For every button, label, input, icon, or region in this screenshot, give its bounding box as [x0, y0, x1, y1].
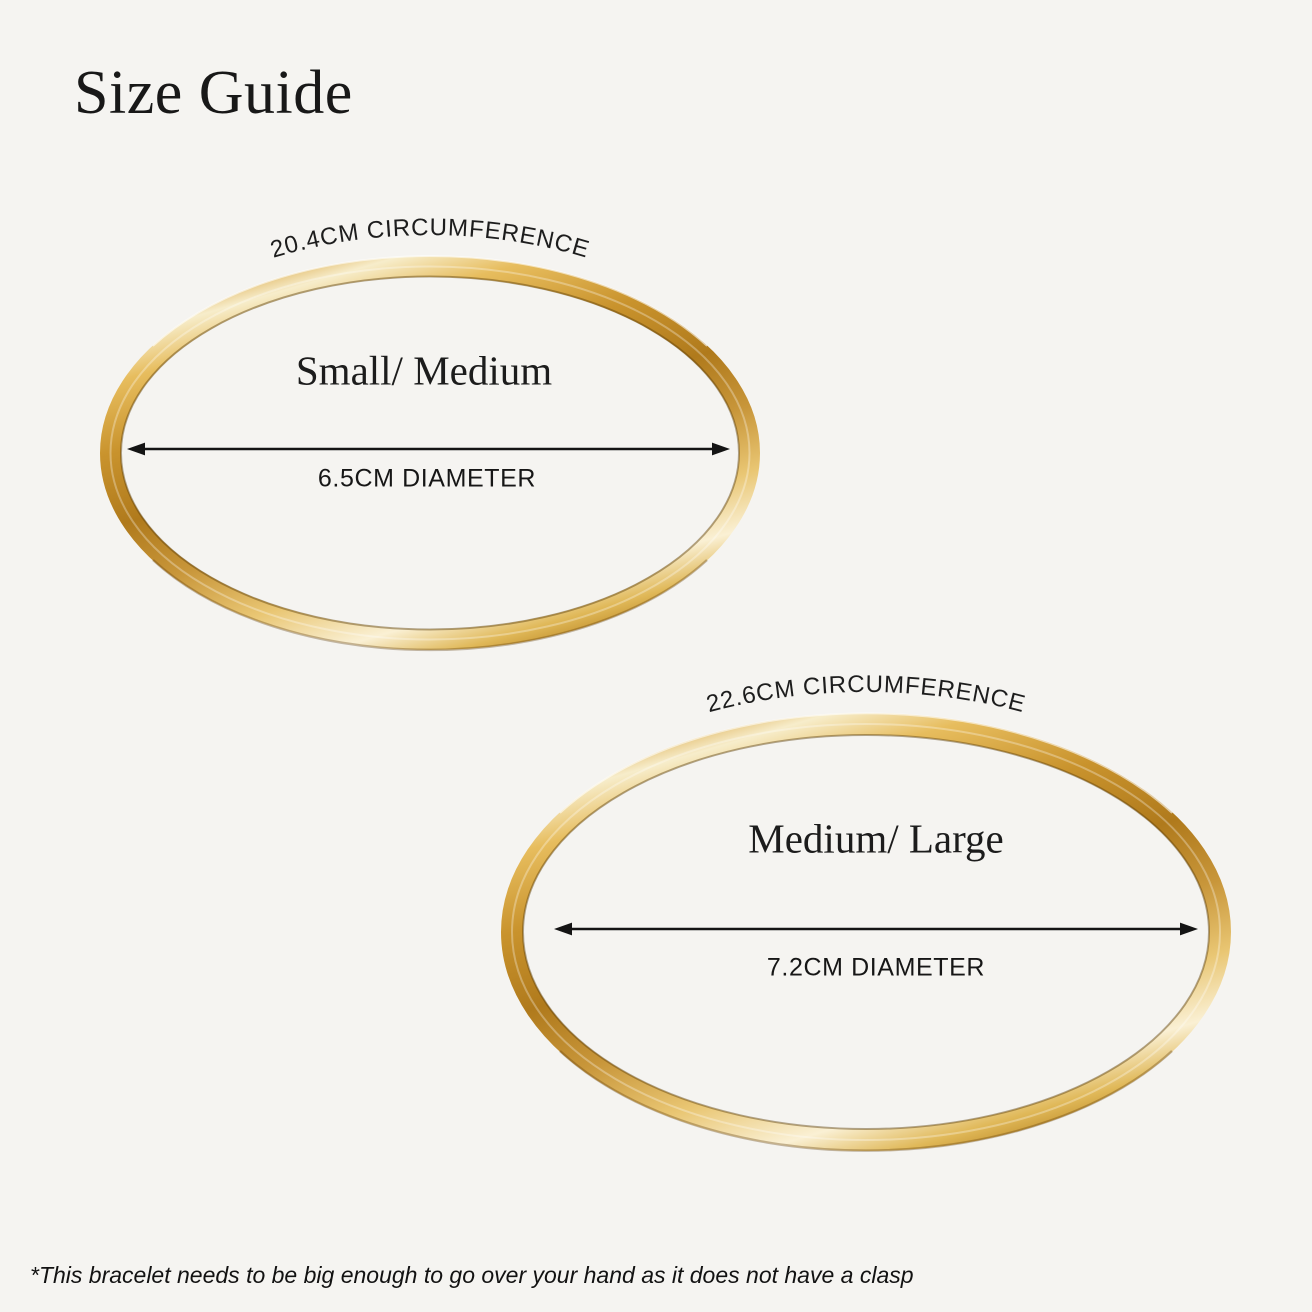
circumference-label-small-medium: 20.4CM CIRCUMFERENCE: [267, 214, 593, 264]
circumference-label-medium-large: 22.6CM CIRCUMFERENCE: [703, 670, 1029, 719]
diameter-arrow-small-medium: [127, 443, 730, 456]
page-title: Size Guide: [74, 59, 353, 127]
footnote: *This bracelet needs to be big enough to go over your hand as it does not have a clasp: [30, 1262, 914, 1288]
diameter-arrow-medium-large: [554, 923, 1198, 936]
bangle-small-medium-inner-seam: [121, 277, 739, 630]
bangle-small-medium: [111, 214, 750, 650]
bangle-medium-large-inner-seam: [523, 735, 1209, 1129]
svg-text:22.6CM CIRCUMFERENCE: [704, 671, 1029, 718]
bangle-medium-large: [512, 671, 1220, 1151]
diameter-label-small-medium: 6.5CM DIAMETER: [317, 464, 537, 493]
bangle-small-medium-ring: [111, 267, 750, 640]
diameter-label-medium-large: 7.2CM DIAMETER: [766, 953, 986, 982]
size-label-small-medium: Small/ Medium: [295, 347, 553, 394]
bangle-medium-large-ring: [512, 724, 1220, 1140]
size-label-medium-large: Medium/ Large: [748, 815, 1004, 862]
